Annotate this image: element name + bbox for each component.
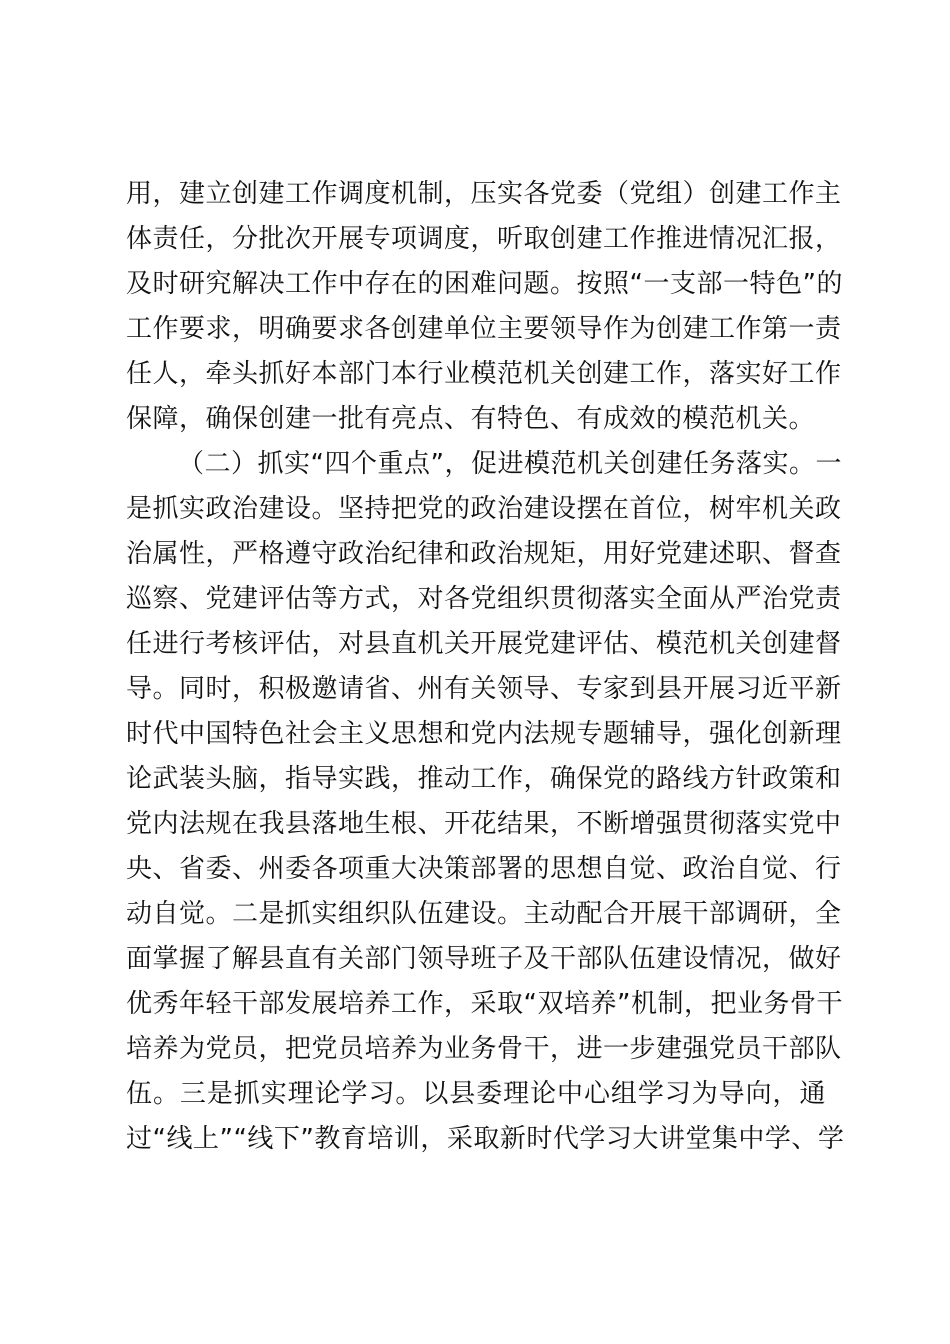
text-line: （二）抓实“四个重点”，促进模范机关创建任务落实。一 xyxy=(178,449,842,479)
text-line: 任人，牵头抓好本部门本行业模范机关创建工作，落实好工作 xyxy=(126,359,842,389)
body-text xyxy=(126,172,845,1162)
text-line: 保障，确保创建一批有亮点、有特色、有成效的模范机关。 xyxy=(126,404,816,434)
text-line: 治属性，严格遵守政治纪律和政治规矩，用好党建述职、督查 xyxy=(126,539,842,569)
text-line: 导。同时，积极邀请省、州有关领导、专家到县开展习近平新 xyxy=(126,674,842,704)
text-line: 动自觉。二是抓实组织队伍建设。主动配合开展干部调研，全 xyxy=(126,899,842,929)
text-line: 过“线上”“线下”教育培训，采取新时代学习大讲堂集中学、学 xyxy=(126,1124,845,1154)
text-line: 央、省委、州委各项重大决策部署的思想自觉、政治自觉、行 xyxy=(126,854,842,884)
text-line: 伍。三是抓实理论学习。以县委理论中心组学习为导向，通 xyxy=(126,1079,826,1109)
text-line: 用，建立创建工作调度机制，压实各党委（党组）创建工作主 xyxy=(126,179,842,209)
text-line: 优秀年轻干部发展培养工作，采取“双培养”机制，把业务骨干 xyxy=(126,989,843,1019)
text-line: 党内法规在我县落地生根、开花结果，不断增强贯彻落实党中 xyxy=(126,809,842,839)
text-line: 时代中国特色社会主义思想和党内法规专题辅导，强化创新理 xyxy=(126,719,842,749)
text-line: 及时研究解决工作中存在的困难问题。按照“一支部一特色”的 xyxy=(126,269,843,299)
text-line: 巡察、党建评估等方式，对各党组织贯彻落实全面从严治党责 xyxy=(126,584,842,614)
text-line: 任进行考核评估，对县直机关开展党建评估、模范机关创建督 xyxy=(126,629,842,659)
text-line: 体责任，分批次开展专项调度，听取创建工作推进情况汇报， xyxy=(126,224,842,254)
text-line: 面掌握了解县直有关部门领导班子及干部队伍建设情况，做好 xyxy=(126,944,842,974)
text-line: 是抓实政治建设。坚持把党的政治建设摆在首位，树牢机关政 xyxy=(126,494,842,524)
text-line: 论武装头脑，指导实践，推动工作，确保党的路线方针政策和 xyxy=(126,764,842,794)
text-line: 培养为党员，把党员培养为业务骨干，进一步建强党员干部队 xyxy=(126,1034,842,1064)
text-line: 工作要求，明确要求各创建单位主要领导作为创建工作第一责 xyxy=(126,314,842,344)
